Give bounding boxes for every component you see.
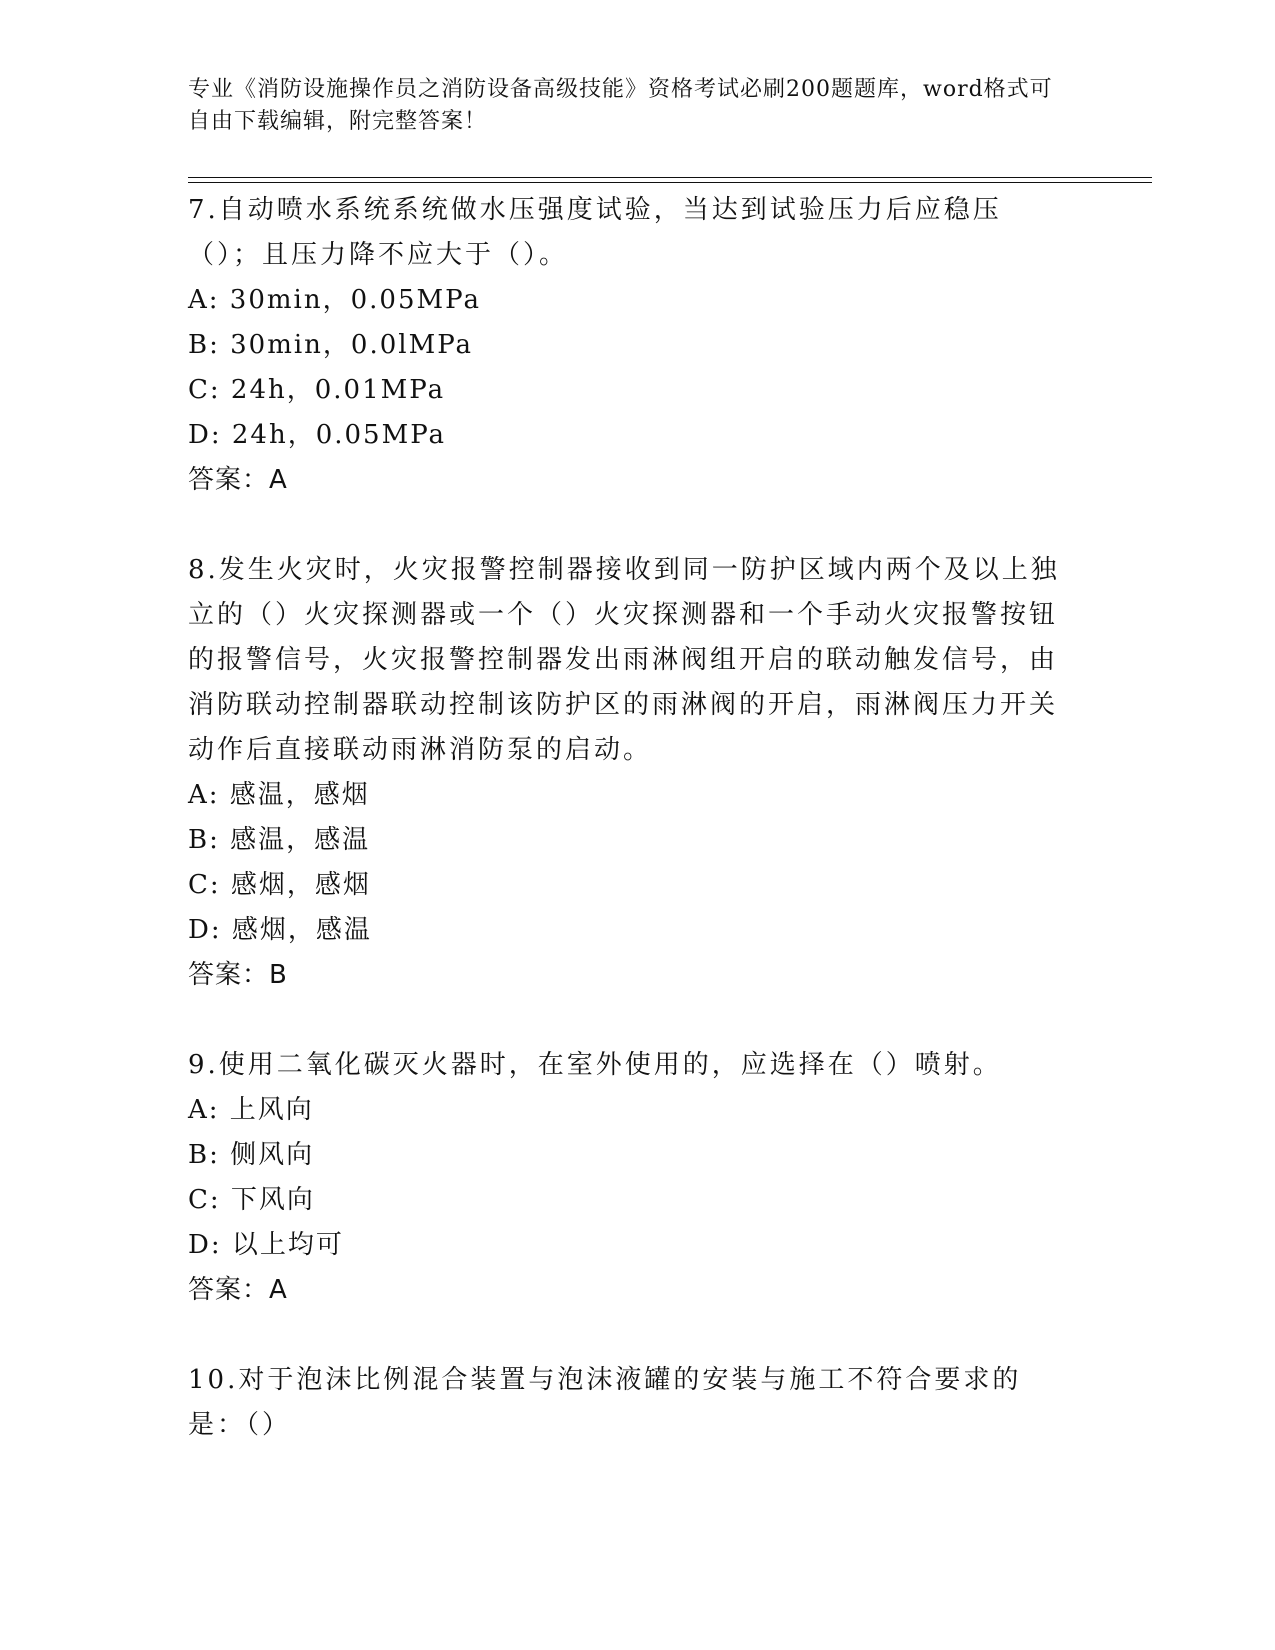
header-divider-top (188, 177, 1152, 178)
question-7 (188, 188, 1068, 502)
option-d: D: 感烟，感温 (188, 915, 372, 945)
question-text: 7.自动喷水系统系统做水压强度试验，当达到试验压力后应稳压（）；且压力降不应大于（）。 (188, 195, 1002, 270)
option-c: C: 下风向 (188, 1185, 315, 1215)
question-text: 9.使用二氧化碳灭火器时，在室外使用的，应选择在（）喷射。 (188, 1050, 1002, 1080)
option-b: B: 感温，感温 (188, 825, 371, 855)
option-a: A: 感温，感烟 (188, 780, 370, 810)
option-c: C: 感烟，感烟 (188, 870, 371, 900)
option-a: A: 上风向 (188, 1095, 314, 1125)
document-intro: 专业《消防设施操作员之消防设备高级技能》资格考试必刷200题题库，word格式可自由下载编辑，附完整答案！ (188, 77, 1053, 134)
question-text: 8.发生火灾时，火灾报警控制器接收到同一防护区域内两个及以上独立的（）火灾探测器或一个（）火灾探测器和一个手动火灾报警按钮的报警信号，火灾报警控制器发出雨淋阀组开启的联动触发信号，由消防联动控制器联动控制该防护区的雨淋阀的开启，雨淋阀压力开关动作后直接联动雨淋消防泵的启动。 (188, 555, 1060, 765)
question-list (188, 188, 1068, 1494)
header-divider-bottom (188, 182, 1152, 183)
option-c: C: 24h，0.01MPa (188, 375, 446, 405)
answer-label: 答案：B (188, 960, 288, 990)
option-b: B: 侧风向 (188, 1140, 315, 1170)
option-d: D: 以上均可 (188, 1230, 344, 1260)
question-text: 10.对于泡沫比例混合装置与泡沫液罐的安装与施工不符合要求的是：（） (188, 1365, 1022, 1440)
option-d: D: 24h，0.05MPa (188, 420, 447, 450)
option-b: B: 30min，0.0lMPa (188, 330, 474, 360)
question-10 (188, 1358, 1068, 1448)
answer-label: 答案：A (188, 465, 288, 495)
question-8 (188, 548, 1068, 997)
answer-label: 答案：A (188, 1275, 288, 1305)
option-a: A: 30min，0.05MPa (188, 285, 481, 315)
question-9 (188, 1043, 1068, 1312)
